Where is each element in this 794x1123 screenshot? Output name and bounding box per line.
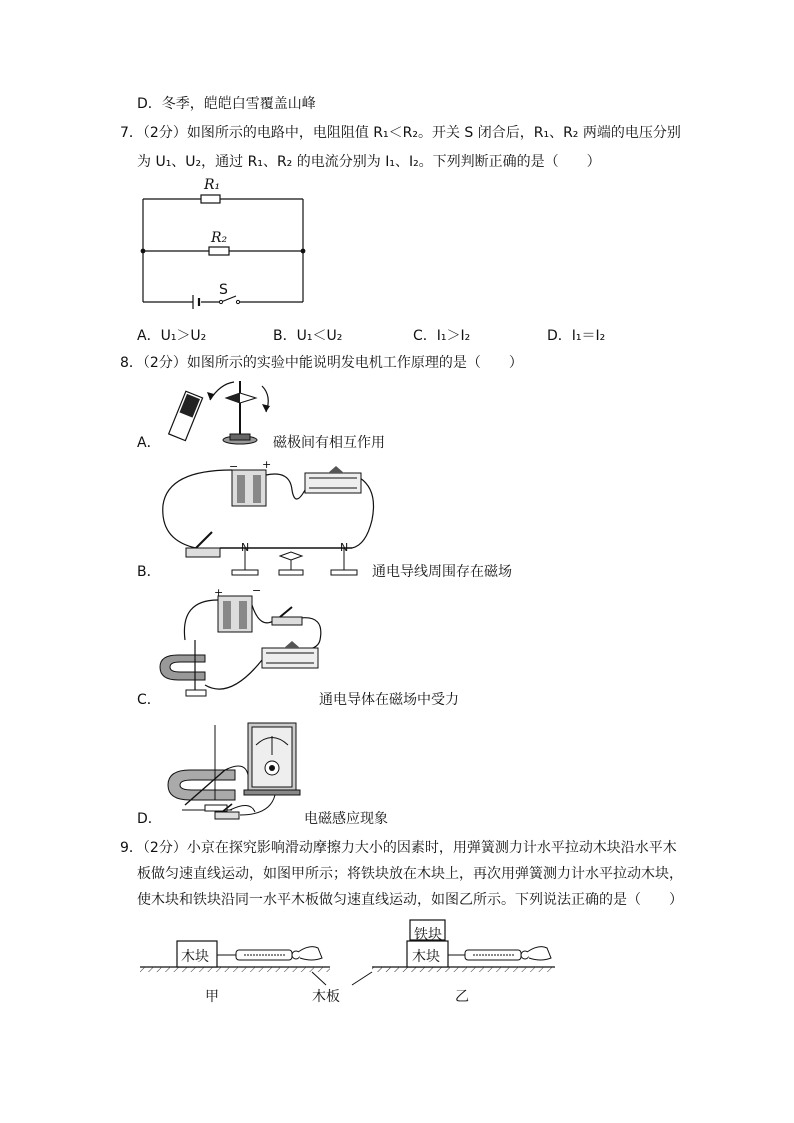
svg-text:+: + (262, 458, 272, 471)
q7-stem-line2: 为 U₁、U₂，通过 R₁、R₂ 的电流分别为 I₁、I₂。下列判断正确的是（ ） (137, 154, 601, 170)
q8-option-a-letter: A． (137, 435, 161, 451)
q7-option-b: B．U₁＜U₂ (273, 328, 343, 344)
q7-stem-line1: 7．（2分）如图所示的电路中，电阻阻值 R₁＜R₂。开关 S 闭合后，R₁、R₂ 两端的电压分别 (120, 125, 681, 141)
svg-text:−: − (229, 460, 239, 473)
q9-right-block-label: 木块 (412, 949, 440, 965)
q8-option-c-caption: 通电导体在磁场中受力 (319, 692, 459, 708)
q9-right-caption: 乙 (455, 989, 469, 1005)
q9-board-label: 木板 (312, 989, 340, 1005)
q8-b-pole2-label: N (340, 541, 349, 554)
q6-option-d: D．冬季，皑皑白雪覆盖山峰 (137, 96, 316, 112)
q9-stem-line3: 使木块和铁块沿同一水平木板做匀速直线运动，如图乙所示。下列说法正确的是（ ） (137, 892, 683, 908)
q7-r1-label: R₁ (204, 177, 221, 193)
q8-option-b-letter: B． (137, 564, 161, 580)
q9-left-block-label: 木块 (181, 949, 209, 965)
q7-switch-label: S (219, 282, 228, 298)
svg-text:+: + (214, 586, 224, 599)
q8-option-d-letter: D． (137, 811, 162, 827)
q9-stem-line2: 板做匀速直线运动，如图甲所示；将铁块放在木块上，再次用弹簧测力计水平拉动木块， (137, 866, 683, 882)
q7-option-a: A．U₁＞U₂ (137, 328, 207, 344)
q8-stem: 8．（2分）如图所示的实验中能说明发电机工作原理的是（ ） (120, 355, 523, 371)
q8-option-b-caption: 通电导线周围存在磁场 (372, 564, 512, 580)
q8-option-c-letter: C． (137, 692, 161, 708)
q8-b-pole1-label: N (241, 541, 250, 554)
q7-r2-label: R₂ (211, 230, 228, 246)
q8-option-d-caption: 电磁感应现象 (304, 811, 388, 827)
q9-stem-line1: 9．（2分）小京在探究影响滑动摩擦力大小的因素时，用弹簧测力计水平拉动木块沿水平木 (120, 840, 677, 856)
svg-text:−: − (252, 584, 262, 597)
q7-option-d: D．I₁＝I₂ (547, 328, 606, 344)
q8-option-a-caption: 磁极间有相互作用 (273, 435, 385, 451)
q7-option-c: C．I₁＞I₂ (413, 328, 471, 344)
q9-left-caption: 甲 (205, 989, 219, 1005)
q9-iron-label: 铁块 (414, 927, 442, 943)
